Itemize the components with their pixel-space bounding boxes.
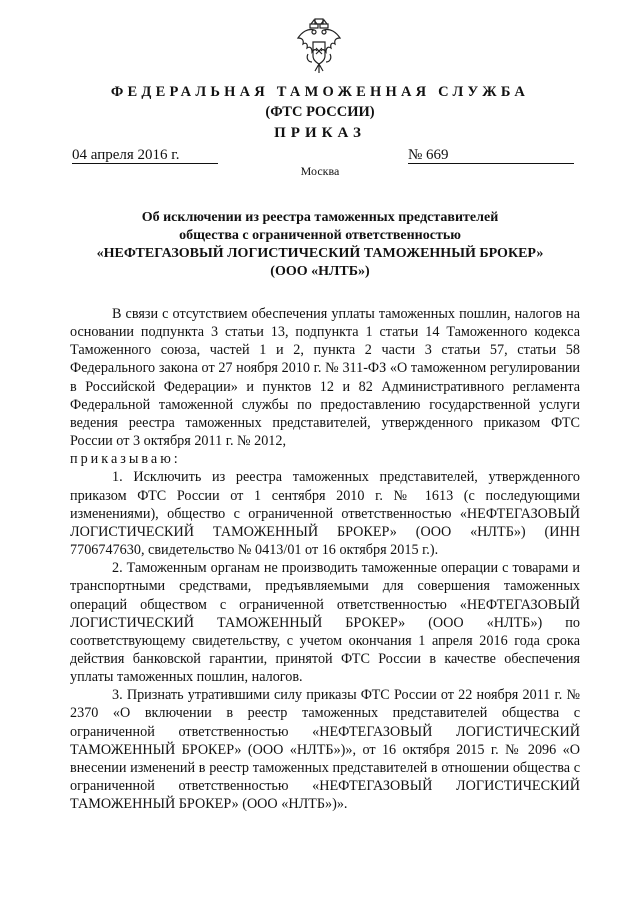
subject-line: «НЕФТЕГАЗОВЫЙ ЛОГИСТИЧЕСКИЙ ТАМОЖЕННЫЙ БРОКЕР» [96, 246, 544, 261]
order-number: № 669 [408, 147, 574, 164]
order-date: 04 апреля 2016 г. [72, 147, 218, 164]
agency-abbreviation: (ФТС РОССИИ) [265, 104, 375, 120]
subject-line: Об исключении из реестра таможенных представителей [141, 210, 499, 225]
agency-name: ФЕДЕРАЛЬНАЯ ТАМОЖЕННАЯ СЛУЖБА [110, 84, 530, 100]
order-item: 2. Таможенным органам не производить таможенные операции с товарами и транспортными средствами, предъявляемыми для совершения таможенных операций обществом с ограниченной ответственностью «НЕФТЕГАЗОВЫЙ ЛОГИСТИЧЕСКИЙ ТАМОЖЕННЫЙ БРОКЕР» (ООО «НЛТБ») по соответствующему свидетельству, с учетом окончания 1 апреля 2016 года срока действия банковской гарантии, принятой ФТС России в качестве обеспечения уплаты таможенных пошлин, налогов. [70, 560, 580, 686]
document-type-title: ПРИКАЗ [274, 125, 366, 141]
order-body [70, 305, 580, 813]
order-item: 1. Исключить из реестра таможенных представителей, утвержденного приказом ФТС России от 1 сентября 2010 г. № 1613 (с последующими изменениями), общество с ограниченной ответственностью «НЕФТЕГАЗОВЫЙ ЛОГИСТИЧЕСКИЙ ТАМОЖЕННЫЙ БРОКЕР» (ООО «НЛТБ») (ИНН 7706747630, свидетельство № 0413/01 от 16 октября 2015 г.). [70, 469, 580, 559]
subject-line: общества с ограниченной ответственностью [179, 228, 461, 243]
order-directive: приказываю: [70, 451, 181, 468]
city-of-issue: Москва [300, 164, 340, 178]
preamble-paragraph: В связи с отсутствием обеспечения уплаты таможенных пошлин, налогов на основании подпункта 3 статьи 13, подпункта 1 статьи 14 Таможенного кодекса Таможенного союза, частей 1 и 2, пункта 2 части 3 статьи 57, статьи 58 Федерального закона от 27 ноября 2010 г. № 311-ФЗ «О таможенном регулировании в Российской Федерации» и пунктов 12 и 82 Административного регламента Федеральной таможенной службы по предоставлению государственной услуги ведения реестра таможенных представителей, утвержденного приказом ФТС России от 3 октября 2011 г. № 2012, [70, 306, 580, 450]
coat-of-arms-icon [294, 18, 344, 76]
order-item: 3. Признать утратившими силу приказы ФТС России от 22 ноября 2011 г. № 2370 «О включении в реестр таможенных представителей общества с ограниченной ответственностью «НЕФТЕГАЗОВЫЙ ЛОГИСТИЧЕСКИЙ ТАМОЖЕННЫЙ БРОКЕР» (ООО «НЛТБ»)», от 16 октября 2015 г. № 2096 «О внесении изменений в реестр таможенных представителей в отношении общества с ограниченной ответственностью «НЕФТЕГАЗОВЫЙ ЛОГИСТИЧЕСКИЙ ТАМОЖЕННЫЙ БРОКЕР» (ООО «НЛТБ»)». [70, 687, 580, 813]
order-subject [70, 209, 570, 281]
subject-line: (ООО «НЛТБ») [270, 264, 370, 279]
